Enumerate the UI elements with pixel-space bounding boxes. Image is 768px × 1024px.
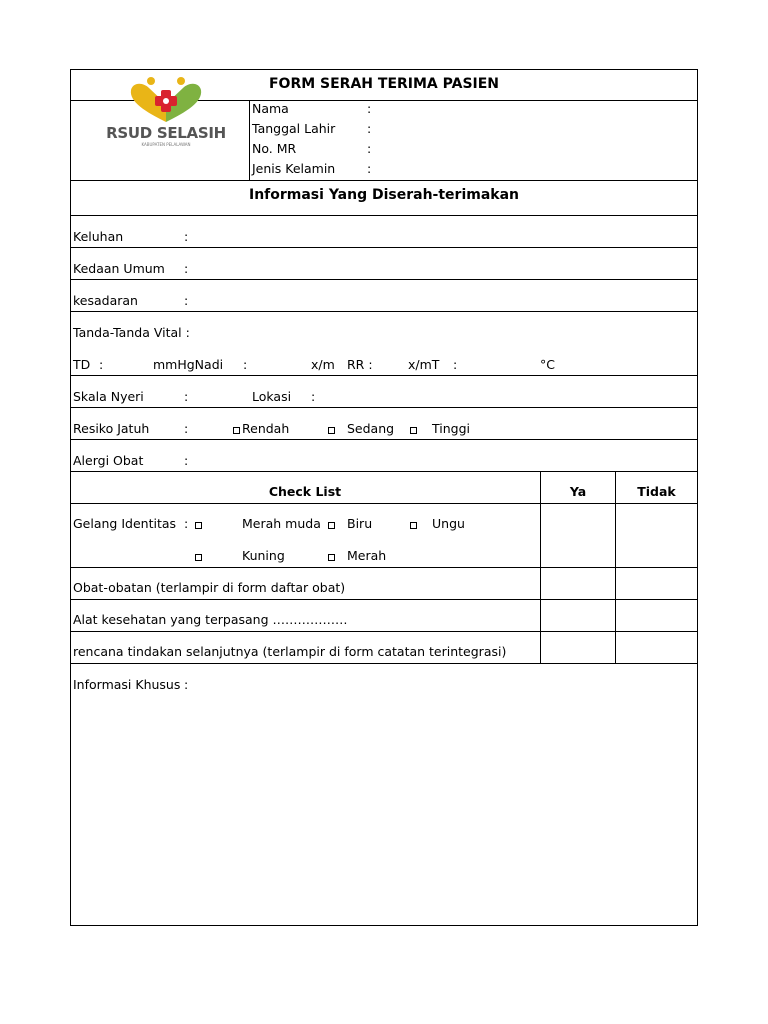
label-mmhg-nadi: mmHgNadi bbox=[153, 357, 224, 372]
col-ya: Ya bbox=[569, 484, 587, 499]
label-rencana-tindakan: rencana tindakan selanjutnya (terlampir di form catatan terintegrasi) bbox=[73, 644, 507, 659]
sep-resiko-jatuh: : bbox=[184, 421, 189, 436]
sep-informasi-khusus: : bbox=[184, 677, 189, 692]
sep-skala-nyeri: : bbox=[184, 389, 189, 404]
label-keluhan: Keluhan bbox=[73, 229, 124, 244]
checkbox-merah[interactable] bbox=[328, 554, 335, 561]
label-kesadaran: kesadaran bbox=[73, 293, 138, 308]
label-no-mr: No. MR bbox=[252, 141, 297, 156]
divider bbox=[71, 375, 697, 376]
checkbox-biru[interactable] bbox=[328, 522, 335, 529]
label-td: TD bbox=[73, 357, 91, 372]
label-tanda-vital: Tanda-Tanda Vital : bbox=[73, 325, 190, 340]
label-nama: Nama bbox=[252, 101, 289, 116]
option-sedang: Sedang bbox=[347, 421, 395, 436]
divider bbox=[71, 663, 697, 664]
logo-tagline: KABUPATEN PELALAWAN bbox=[141, 142, 191, 147]
checkbox-tinggi[interactable] bbox=[410, 427, 417, 434]
checkbox-sedang[interactable] bbox=[328, 427, 335, 434]
divider bbox=[71, 631, 697, 632]
option-tinggi: Tinggi bbox=[432, 421, 470, 436]
option-biru: Biru bbox=[347, 516, 373, 531]
checkbox-ungu[interactable] bbox=[410, 522, 417, 529]
patient-handover-form bbox=[70, 69, 698, 926]
label-keadaan-umum: Kedaan Umum bbox=[73, 261, 165, 276]
heart-logo-icon bbox=[101, 74, 231, 124]
sep-jenis-kelamin: : bbox=[367, 161, 372, 176]
hospital-logo bbox=[101, 74, 241, 148]
divider bbox=[71, 311, 697, 312]
option-merah-muda: Merah muda bbox=[242, 516, 321, 531]
divider bbox=[71, 180, 697, 181]
option-kuning: Kuning bbox=[242, 548, 285, 563]
checkbox-kuning[interactable] bbox=[195, 554, 202, 561]
form-title: FORM SERAH TERIMA PASIEN bbox=[268, 76, 500, 92]
label-obat-obatan: Obat-obatan (terlampir di form daftar obat) bbox=[73, 580, 346, 595]
label-informasi-khusus: Informasi Khusus bbox=[73, 677, 181, 692]
col-tidak: Tidak bbox=[637, 484, 676, 499]
divider bbox=[71, 439, 697, 440]
label-celsius: °C bbox=[540, 357, 555, 372]
label-resiko-jatuh: Resiko Jatuh bbox=[73, 421, 150, 436]
option-merah: Merah bbox=[347, 548, 387, 563]
label-alergi-obat: Alergi Obat bbox=[73, 453, 144, 468]
divider bbox=[71, 215, 697, 216]
sep-kesadaran: : bbox=[184, 293, 189, 308]
divider bbox=[71, 279, 697, 280]
sep-nadi: : bbox=[243, 357, 248, 372]
divider bbox=[71, 407, 697, 408]
checkbox-rendah[interactable] bbox=[233, 427, 240, 434]
label-gelang-identitas: Gelang Identitas bbox=[73, 516, 177, 531]
label-lokasi: Lokasi bbox=[252, 389, 292, 404]
logo-name: RSUD SELASIH bbox=[106, 124, 226, 142]
sep-no-mr: : bbox=[367, 141, 372, 156]
label-jenis-kelamin: Jenis Kelamin bbox=[252, 161, 336, 176]
label-xmt: x/mT bbox=[408, 357, 440, 372]
option-ungu: Ungu bbox=[432, 516, 465, 531]
sep-alergi-obat: : bbox=[184, 453, 189, 468]
sep-nama: : bbox=[367, 101, 372, 116]
divider bbox=[71, 471, 697, 472]
label-rr: RR : bbox=[347, 357, 373, 372]
option-rendah: Rendah bbox=[242, 421, 290, 436]
sep-tanggal-lahir: : bbox=[367, 121, 372, 136]
divider bbox=[71, 599, 697, 600]
label-skala-nyeri: Skala Nyeri bbox=[73, 389, 144, 404]
label-alat-kesehatan: Alat kesehatan yang terpasang ……………… bbox=[73, 612, 348, 627]
label-tanggal-lahir: Tanggal Lahir bbox=[252, 121, 336, 136]
divider bbox=[249, 100, 250, 180]
divider bbox=[71, 567, 697, 568]
divider bbox=[71, 503, 697, 504]
sep-suhu: : bbox=[453, 357, 458, 372]
sep-gelang: : bbox=[184, 516, 189, 531]
sep-lokasi: : bbox=[311, 389, 316, 404]
label-xm: x/m bbox=[311, 357, 335, 372]
divider bbox=[71, 247, 697, 248]
section-title: Informasi Yang Diserah-terimakan bbox=[248, 187, 520, 203]
sep-td: : bbox=[99, 357, 104, 372]
sep-keadaan-umum: : bbox=[184, 261, 189, 276]
sep-keluhan: : bbox=[184, 229, 189, 244]
checklist-header: Check List bbox=[268, 484, 342, 499]
checkbox-merah-muda[interactable] bbox=[195, 522, 202, 529]
